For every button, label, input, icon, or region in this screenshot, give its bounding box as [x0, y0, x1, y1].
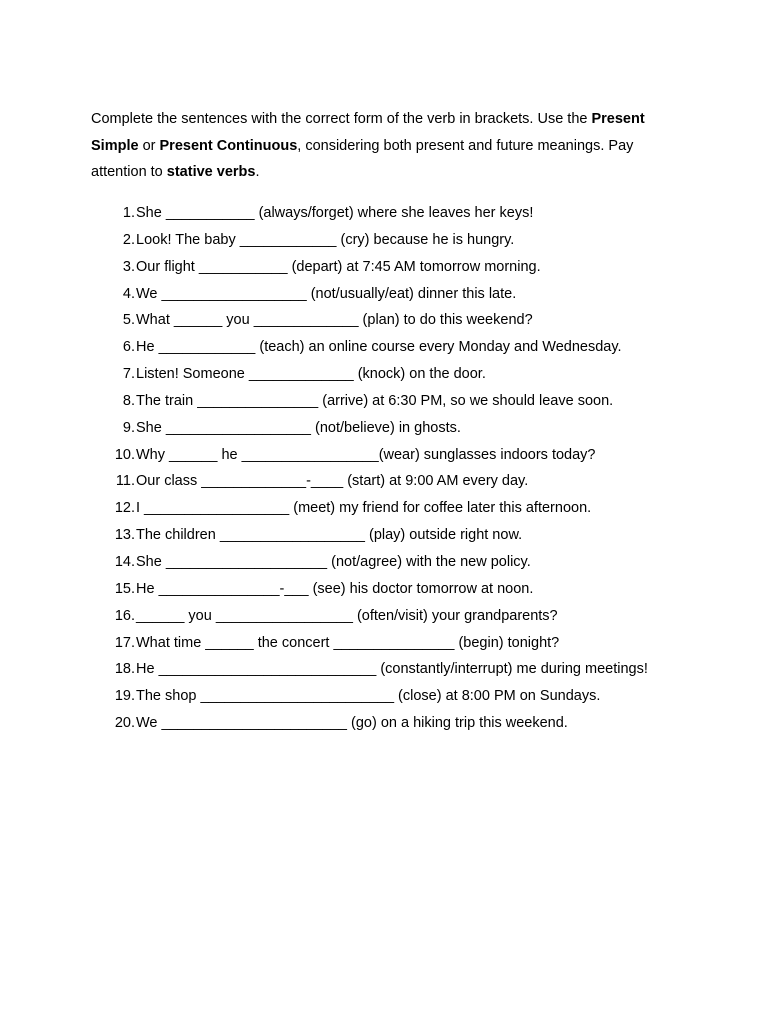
- item-number: 9.: [122, 419, 135, 436]
- instructions-bold-present-simple: Present Simple: [91, 111, 645, 154]
- item-number: 5.: [122, 312, 135, 329]
- item-number: 15.: [114, 580, 135, 597]
- item-sentence: Look! The baby ____________ (cry) because he is hungry.: [136, 231, 515, 248]
- item-sentence: He ___________________________ (constantly/interrupt) me during meetings!: [136, 661, 648, 678]
- list-item: [108, 495, 728, 522]
- instructions-text-4: .: [255, 164, 260, 181]
- item-number: 11.: [115, 473, 135, 490]
- item-sentence: What time ______ the concert _______________ (begin) tonight?: [136, 634, 560, 651]
- list-item: [108, 281, 728, 308]
- item-number: 19.: [114, 688, 135, 705]
- item-number: 7.: [122, 366, 135, 383]
- list-item: [108, 388, 728, 415]
- list-item: [108, 442, 728, 469]
- list-item: [108, 307, 728, 334]
- list-item: [108, 361, 728, 388]
- item-sentence: ______ you _________________ (often/visit) your grandparents?: [136, 607, 558, 624]
- list-item: [108, 227, 728, 254]
- instructions-text-1: Complete the sentences with the correct form of the verb in brackets. Use the: [91, 111, 592, 127]
- list-item: [108, 522, 728, 549]
- list-item: [108, 630, 728, 657]
- item-number: 10.: [114, 446, 135, 463]
- list-item: [108, 576, 728, 603]
- item-number: 17.: [114, 634, 135, 651]
- item-number: 1.: [122, 205, 135, 221]
- item-sentence: She ____________________ (not/agree) with the new policy.: [136, 553, 531, 570]
- item-number: 12.: [114, 500, 135, 517]
- item-number: 6.: [122, 339, 135, 356]
- list-item: [108, 468, 728, 495]
- list-item: [108, 254, 728, 281]
- item-sentence: He _______________-___ (see) his doctor tomorrow at noon.: [136, 580, 534, 597]
- item-sentence: The shop ________________________ (close) at 8:00 PM on Sundays.: [136, 688, 601, 705]
- list-item: [108, 603, 728, 630]
- item-sentence: The children __________________ (play) outside right now.: [136, 527, 523, 544]
- item-sentence: Listen! Someone _____________ (knock) on the door.: [136, 366, 486, 383]
- item-sentence: We _______________________ (go) on a hiking trip this weekend.: [136, 715, 568, 732]
- item-sentence: We __________________ (not/usually/eat) dinner this late.: [136, 285, 517, 302]
- item-number: 18.: [114, 661, 135, 678]
- instructions-bold-stative-verbs: stative verbs: [166, 164, 256, 181]
- list-item: [108, 710, 728, 737]
- instructions-bold-present-continuous: Present Continuous: [159, 137, 298, 154]
- item-number: 20.: [114, 715, 135, 732]
- item-sentence: Why ______ he _________________(wear) sunglasses indoors today?: [136, 446, 596, 463]
- item-number: 2.: [122, 231, 135, 248]
- list-item: [108, 200, 728, 227]
- item-number: 14.: [114, 553, 135, 570]
- item-number: 13.: [114, 527, 135, 544]
- item-sentence: What ______ you _____________ (plan) to do this weekend?: [136, 312, 533, 329]
- instructions-text-3: , considering both present and future meanings. Pay attention to: [91, 137, 634, 181]
- list-item: [108, 656, 728, 683]
- item-sentence: Our class _____________-____ (start) at 9:00 AM every day.: [136, 473, 529, 490]
- item-number: 4.: [122, 285, 135, 302]
- item-sentence: The train _______________ (arrive) at 6:30 PM, so we should leave soon.: [136, 392, 614, 409]
- list-item: [108, 549, 728, 576]
- item-sentence: Our flight ___________ (depart) at 7:45 AM tomorrow morning.: [136, 258, 541, 275]
- list-item: [108, 334, 728, 361]
- exercise-list: [108, 200, 728, 737]
- item-number: 3.: [122, 258, 135, 275]
- item-sentence: She __________________ (not/believe) in ghosts.: [136, 419, 461, 436]
- list-item: [108, 415, 728, 442]
- item-sentence: I __________________ (meet) my friend for coffee later this afternoon.: [136, 500, 592, 517]
- item-sentence: He ____________ (teach) an online course every Monday and Wednesday.: [136, 339, 622, 356]
- item-number: 16.: [114, 607, 135, 624]
- instructions-paragraph: [91, 106, 681, 186]
- instructions-text-2: or: [138, 137, 160, 154]
- list-item: [108, 683, 728, 710]
- item-sentence: She ___________ (always/forget) where she leaves her keys!: [136, 205, 534, 221]
- item-number: 8.: [122, 392, 135, 409]
